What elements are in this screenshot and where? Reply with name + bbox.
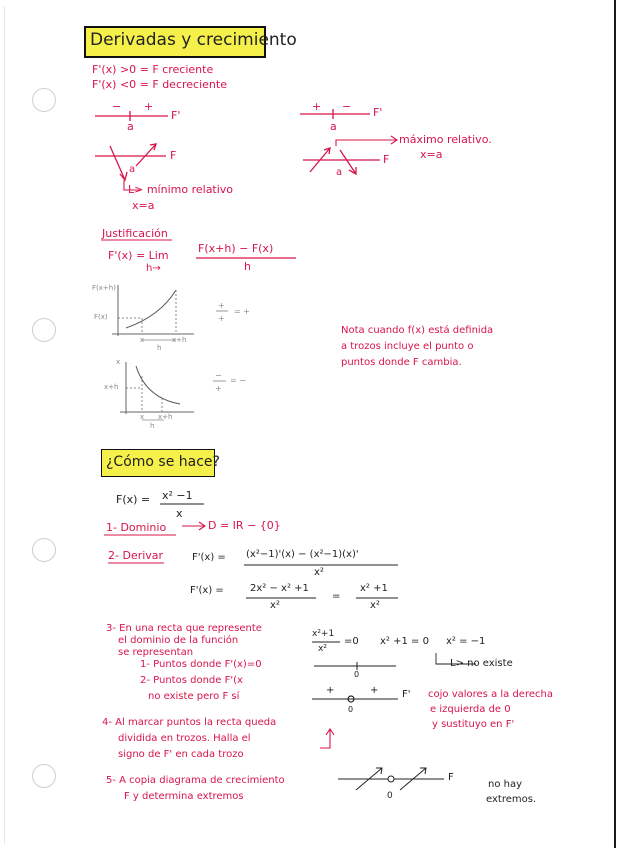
extreme-right-point: a bbox=[336, 167, 343, 178]
sign-right-point: a bbox=[330, 120, 337, 133]
graph2-sign-num: − bbox=[215, 371, 222, 380]
sign-left-label: F' bbox=[171, 109, 181, 122]
step3-sign-label: F' bbox=[402, 689, 411, 700]
graph1-sign-den: + bbox=[218, 314, 225, 323]
sign-right-plus: + bbox=[312, 100, 322, 113]
graph2-x2: x+h bbox=[158, 413, 173, 421]
step1-label: 1- Dominio bbox=[106, 521, 167, 534]
step5-right-1: no hay bbox=[488, 779, 523, 790]
function-den: x bbox=[176, 507, 183, 520]
step2-line2-num: 2x² − x² +1 bbox=[250, 583, 309, 594]
justification-numerator: F(x+h) − F(x) bbox=[198, 242, 274, 255]
step3-right-2: e izquierda de 0 bbox=[430, 704, 511, 715]
step2-label: 2- Derivar bbox=[108, 549, 164, 562]
justification-lhs: F'(x) = Lim bbox=[108, 249, 169, 262]
rule-decreciente: F'(x) <0 = F decreciente bbox=[92, 78, 227, 91]
step2-line2-den: x² bbox=[270, 600, 280, 611]
step3-eq2: x² +1 = 0 bbox=[380, 636, 429, 647]
graph1-x2: x+h bbox=[172, 336, 187, 344]
extreme-left-point: a bbox=[129, 164, 136, 175]
step3-line-1: 3- En una recta que represente bbox=[106, 623, 262, 634]
sign-left-point: a bbox=[127, 120, 134, 133]
graph2-y-top: x bbox=[116, 358, 121, 366]
step4-line-3: signo de F' en cada trozo bbox=[118, 749, 244, 760]
graph1-result: = + bbox=[234, 307, 250, 316]
step2-line2-lhs: F'(x) = bbox=[190, 585, 224, 596]
step5-line-2: F y determina extremos bbox=[124, 791, 244, 802]
note-line-2: a trozos incluye el punto o bbox=[341, 341, 474, 352]
step3-line-2: el dominio de la función bbox=[118, 635, 239, 646]
sign-left-plus: + bbox=[144, 100, 154, 113]
step2-line2-den-b: x² bbox=[370, 600, 380, 611]
step2-eq: = bbox=[332, 591, 341, 602]
step3-sign-plus-2: + bbox=[370, 685, 379, 696]
step2-line1-num: (x²−1)'(x) − (x²−1)(x)' bbox=[246, 549, 359, 560]
graph1-x1: x bbox=[140, 336, 145, 344]
graph1-y-mid: F(x) bbox=[94, 313, 108, 321]
justification-denominator: h bbox=[244, 260, 251, 273]
graph2-y-mid: x+h bbox=[104, 383, 119, 391]
justification-limit: h→ bbox=[146, 263, 161, 274]
extreme-right-note: máximo relativo. bbox=[399, 133, 492, 146]
step3-no-existe: L> no existe bbox=[450, 658, 513, 669]
step3-right-3: y sustituyo en F' bbox=[432, 719, 515, 730]
extreme-left-x: x=a bbox=[132, 199, 155, 212]
how-heading: ¿Cómo se hace? bbox=[106, 454, 220, 470]
note-line-1: Nota cuando f(x) está definida bbox=[341, 325, 494, 336]
step5-right-2: extremos. bbox=[486, 794, 537, 805]
step3-line-6: no existe pero F sí bbox=[148, 691, 240, 702]
graph2-sign-den: + bbox=[215, 384, 222, 393]
step2-line1-lhs: F'(x) = bbox=[192, 552, 226, 563]
extreme-left-note: L> mínimo relativo bbox=[128, 183, 234, 196]
graph1-y-top: F(x+h) bbox=[92, 284, 116, 292]
step3-sign-plus-1: + bbox=[326, 685, 335, 696]
extreme-right-label: F bbox=[383, 153, 390, 166]
step4-line-2: dividida en trozos. Halla el bbox=[118, 733, 251, 744]
step3-eq-num: x²+1 bbox=[312, 629, 335, 639]
page-title: Derivadas y crecimiento bbox=[90, 30, 297, 50]
step5-label: F bbox=[448, 772, 454, 783]
step3-eq-rhs: =0 bbox=[344, 636, 359, 647]
step3-right-1: cojo valores a la derecha bbox=[428, 689, 553, 700]
graph2-h: h bbox=[150, 422, 155, 430]
step5-line-1: 5- A copia diagrama de crecimiento bbox=[106, 775, 285, 786]
step3-line-5: 2- Puntos donde F'(x bbox=[140, 675, 243, 686]
graph1-sign-num: + bbox=[218, 301, 225, 310]
rule-creciente: F'(x) >0 = F creciente bbox=[92, 63, 214, 76]
graph1-h: h bbox=[157, 344, 162, 352]
note-line-3: puntos donde F cambia. bbox=[341, 357, 462, 368]
step5-zero: 0 bbox=[387, 791, 393, 801]
extreme-right-x: x=a bbox=[420, 148, 443, 161]
function-lhs: F(x) = bbox=[116, 493, 151, 506]
step2-line1-den: x² bbox=[314, 567, 324, 578]
step2-line2-num-b: x² +1 bbox=[360, 583, 388, 594]
graph2-result: = − bbox=[230, 376, 246, 385]
step4-line-1: 4- Al marcar puntos la recta queda bbox=[102, 717, 277, 728]
sign-right-minus: − bbox=[342, 100, 352, 113]
graph2-x1: x bbox=[140, 413, 145, 421]
step1-result: D = IR − {0} bbox=[208, 519, 281, 532]
step3-line-4: 1- Puntos donde F'(x)=0 bbox=[140, 659, 262, 670]
step3-zero: 0 bbox=[354, 670, 360, 679]
justification-heading: Justificación bbox=[102, 227, 168, 240]
sign-left-minus: − bbox=[112, 100, 122, 113]
step3-zero-2: 0 bbox=[348, 705, 354, 714]
function-num: x² −1 bbox=[162, 489, 193, 502]
extreme-left-label: F bbox=[170, 149, 177, 162]
step3-eq-den: x² bbox=[318, 644, 327, 654]
step3-eq3: x² = −1 bbox=[446, 636, 486, 647]
step3-line-3: se representan bbox=[118, 647, 194, 658]
sign-right-label: F' bbox=[373, 106, 383, 119]
